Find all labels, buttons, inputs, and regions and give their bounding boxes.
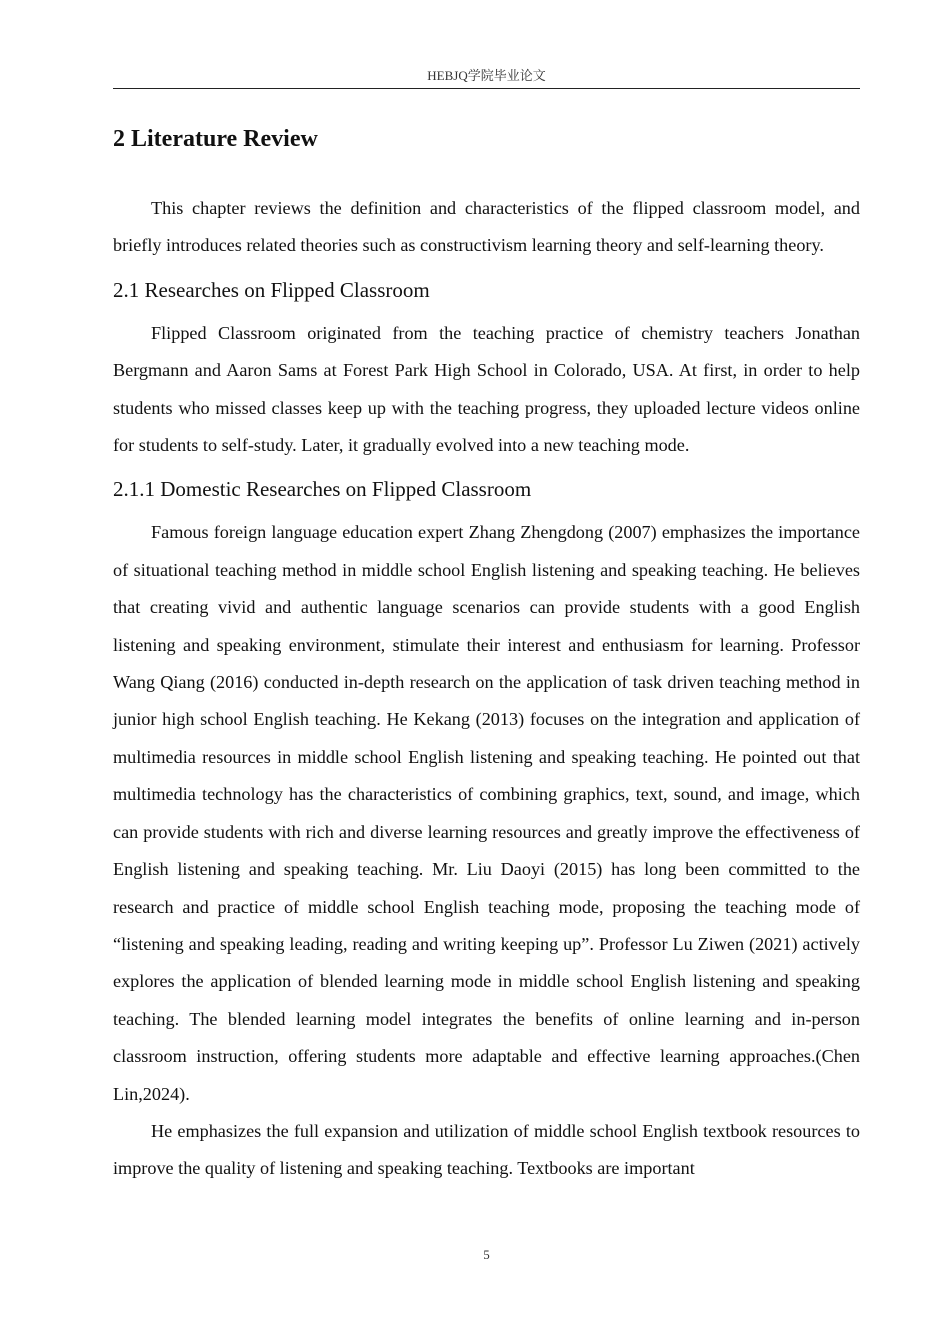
chapter-title: 2 Literature Review	[113, 126, 318, 152]
section-2-1-1-title: 2.1.1 Domestic Researches on Flipped Classroom	[113, 477, 532, 502]
section-2-1-paragraph: Flipped Classroom originated from the teaching practice of chemistry teachers Jonathan Bergmann and Aaron Sams at Forest Park High School in Colorado, USA. At first, in order to help students who missed classes keep up with the teaching progress, they uploaded lecture videos online for students to self-study. Later, it gradually evolved into a new teaching mode.	[113, 322, 860, 456]
page-body	[113, 118, 860, 1188]
header-rule	[113, 88, 860, 89]
section-2-1-1-paragraph-2: He emphasizes the full expansion and utilization of middle school English textbook resources to improve the quality of listening and speaking teaching. Textbooks are important	[113, 1120, 860, 1179]
running-header: HEBJQ学院毕业论文	[427, 68, 546, 83]
chapter-intro-paragraph: This chapter reviews the definition and characteristics of the flipped classroom model, and briefly introduces related theories such as constructivism learning theory and self-learning theory.	[113, 198, 860, 256]
page-number: 5	[483, 1247, 490, 1262]
section-2-1-title: 2.1 Researches on Flipped Classroom	[113, 277, 430, 302]
section-2-1-1-paragraph-1: Famous foreign language education expert Zhang Zhengdong (2007) emphasizes the importance of situational teaching method in middle school English listening and speaking teaching. He believes that creating vivid and authentic language scenarios can provide students with a good English listening and speaking environment, stimulate their interest and enthusiasm for learning. Professor Wang Qiang (2016) conducted in-depth research on the application of task driven teaching method in junior high school English teaching. He Kekang (2013) focuses on the integration and application of multimedia resources in middle school English listening and speaking teaching. He pointed out that multimedia technology has the characteristics of combining graphics, text, sound, and image, which can provide students with rich and diverse learning resources and greatly improve the effectiveness of English listening and speaking teaching. Mr. Liu Daoyi (2015) has long been committed to the research and practice of middle school English teaching mode, proposing the teaching mode of “listening and speaking leading, reading and writing keeping up”. Professor Lu Ziwen (2021) actively explores the application of blended learning mode in middle school English listening and speaking teaching. The blended learning model integrates the benefits of online learning and in-person classroom instruction, offering students more adaptable and effective learning approaches.(Chen Lin,2024).	[113, 522, 860, 1104]
spacer	[113, 160, 860, 190]
